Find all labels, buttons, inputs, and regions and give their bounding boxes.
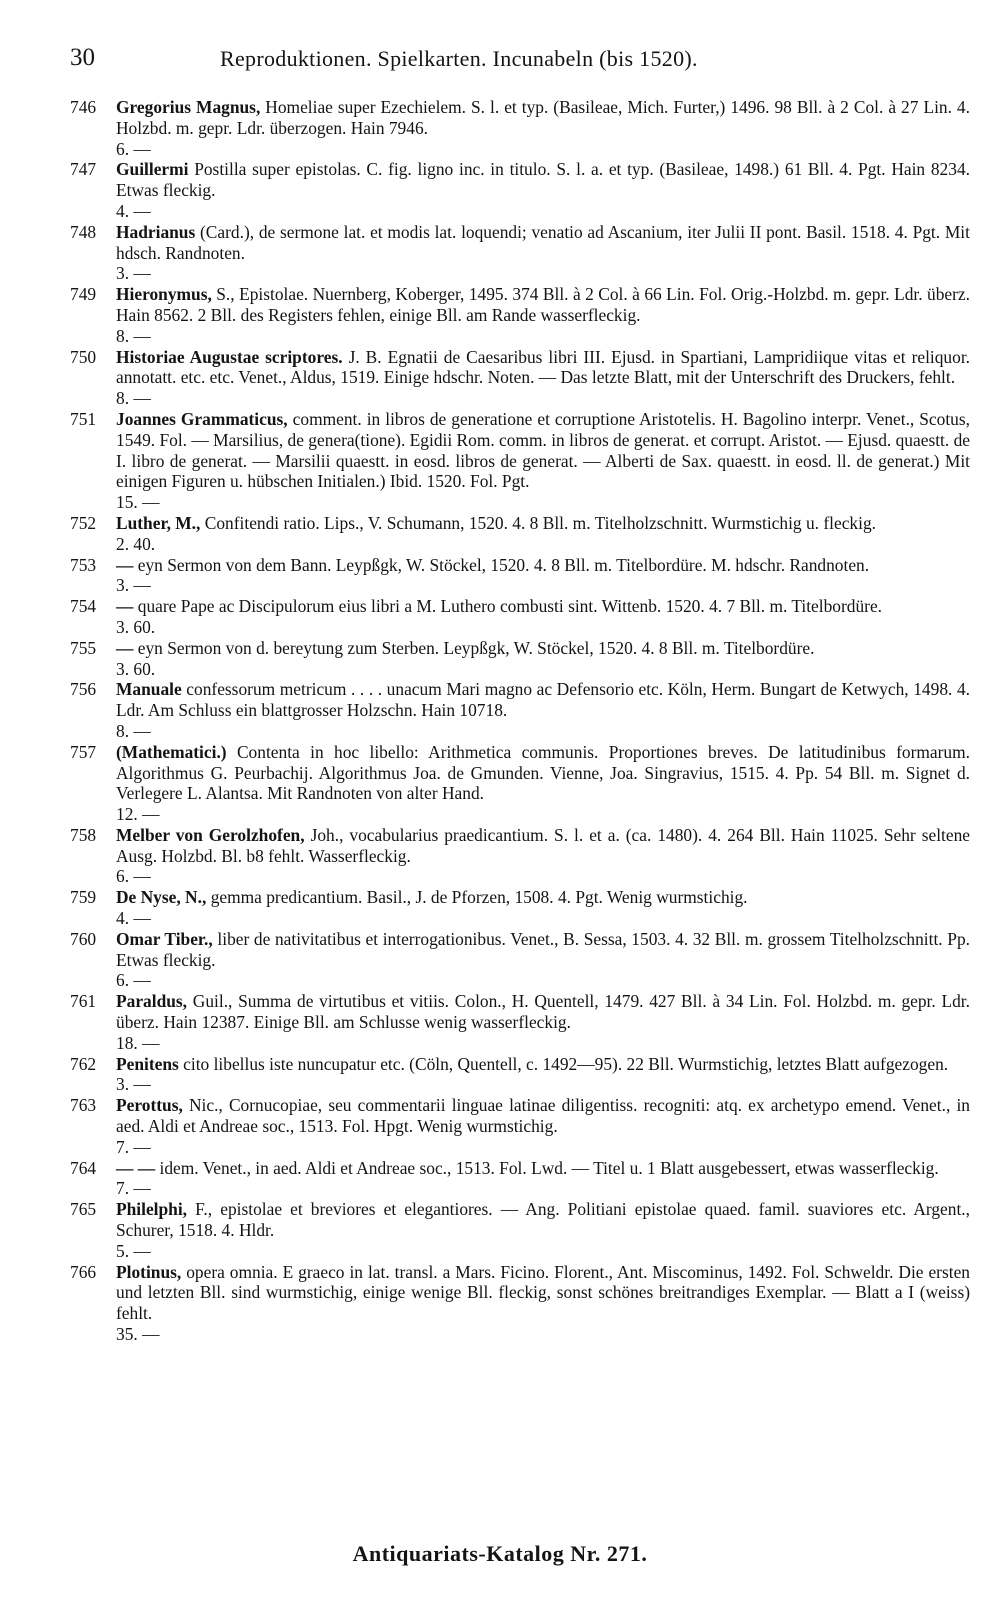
entry-lead: —	[116, 596, 134, 617]
entry-price: 18. —	[116, 1032, 160, 1053]
entry-description: Homeliae super Ezechielem. S. l. et typ. (Basileae, Mich. Furter,) 1496. 98 Bll. à 2 Col. à 27 Lin. 4. Holzbd. m. gepr. Ldr. überzogen. Hain 7946.	[116, 97, 970, 138]
entry-price: 35. —	[116, 1324, 160, 1345]
entry-price: 8. —	[116, 720, 151, 741]
entry-number: 755	[70, 637, 97, 658]
entry-description: Postilla super epistolas. C. fig. ligno inc. in titulo. S. l. a. et typ. (Basileae, 1498.) 61 Bll. 4. Pgt. Hain 8234. Etwas fleckig.	[116, 159, 970, 201]
entry-lead: (Mathematici.)	[116, 741, 227, 762]
entry-number: 757	[70, 741, 97, 762]
entry-price: 4. —	[116, 200, 151, 221]
entry-price: 8. —	[116, 325, 151, 346]
entry-number: 751	[70, 408, 97, 429]
entry-description: F., epistolae et breviores et elegantiores. — Ang. Politiani epistolae quaed. famil. suaviores etc. Argent., Schurer, 1518. 4. Hldr.	[116, 1199, 970, 1241]
entry-lead: —	[116, 554, 134, 575]
entry-price: 3. 60.	[116, 616, 156, 637]
entry-lead: —	[116, 637, 134, 658]
entry-price: 7. —	[116, 1136, 151, 1157]
entry-lead: Historiae Augustae scriptores.	[116, 346, 343, 367]
catalog-entry	[70, 638, 970, 680]
entry-lead: Perottus,	[116, 1095, 183, 1116]
entry-lead: Guillermi	[116, 159, 189, 180]
entry-price: 4. —	[116, 908, 151, 929]
entry-lead: Luther, M.,	[116, 512, 201, 533]
running-title: Reproduktionen. Spielkarten. Incunabeln (bis 1520).	[220, 46, 698, 71]
entry-number: 750	[70, 346, 97, 367]
catalog-entry	[70, 222, 970, 284]
entry-number: 758	[70, 824, 97, 845]
entry-lead: Penitens	[116, 1053, 179, 1074]
entry-price: 3. —	[116, 263, 151, 284]
catalog-entry	[70, 596, 970, 638]
entry-description: quare Pape ac Discipulorum eius libri a M. Luthero combusti sint. Wittenb. 1520. 4. 7 Bll. m. Titelbordüre.	[137, 596, 883, 617]
entry-description: Confitendi ratio. Lips., V. Schumann, 1520. 4. 8 Bll. m. Titelholzschnitt. Wurmstichig u. fleckig.	[204, 512, 876, 533]
entry-lead: Omar Tiber.,	[116, 928, 213, 949]
catalog-entry	[70, 284, 970, 346]
entry-description: Nic., Cornucopiae, seu commentarii linguae latinae diligentiss. recogniti: atq. ex archetypo emend. Venet., in aed. Aldi et Andreae soc., 1513. Fol. Hpgt. Wenig wurmstichig.	[116, 1095, 970, 1137]
entry-price: 6. —	[116, 138, 151, 159]
entry-lead: Paraldus,	[116, 991, 188, 1012]
entry-price: 2. 40.	[116, 533, 156, 554]
entry-description: cito libellus iste nuncupatur etc. (Cöln, Quentell, c. 1492—95). 22 Bll. Wurmstichig, letztes Blatt aufgezogen.	[183, 1053, 949, 1074]
entry-lead: De Nyse, N.,	[116, 887, 207, 908]
entry-description: opera omnia. E graeco in lat. transl. a Mars. Ficino. Florent., Ant. Miscominus, 1492. Fol. Schweldr. Die ersten und letzten Bll. sind wurmstichig, einige wenige Bll. fleckig, sonst schönes breitrandiges Exemplar. — Blatt a I (weiss) fehlt.	[116, 1261, 970, 1324]
entry-number: 765	[70, 1199, 97, 1220]
entry-price: 5. —	[116, 1240, 151, 1261]
entry-description: eyn Sermon von d. bereytung zum Sterben. Leypßgk, W. Stöckel, 1520. 4. 8 Bll. m. Titelbordüre.	[137, 637, 815, 658]
entry-number: 763	[70, 1095, 97, 1116]
catalog-entry	[70, 825, 970, 887]
catalog-entry	[70, 887, 970, 929]
catalog-entry	[70, 409, 970, 513]
entry-lead: Hadrianus	[116, 221, 196, 242]
entry-price: 12. —	[116, 804, 160, 825]
entry-description: idem. Venet., in aed. Aldi et Andreae soc., 1513. Fol. Lwd. — Titel u. 1 Blatt ausgebessert, etwas wasserfleckig.	[159, 1157, 939, 1178]
entry-description: eyn Sermon von dem Bann. Leypßgk, W. Stöckel, 1520. 4. 8 Bll. m. Titelbordüre. M. hdschr. Randnoten.	[137, 554, 870, 575]
catalog-entry	[70, 1262, 970, 1345]
catalog-entry	[70, 1054, 970, 1096]
entry-number: 761	[70, 991, 97, 1012]
entry-number: 747	[70, 159, 97, 180]
catalog-footer: Antiquariats-Katalog Nr. 271.	[352, 1541, 648, 1566]
entry-description: confessorum metricum . . . . unacum Mari magno ac Defensorio etc. Köln, Herm. Bungart de Ketwych, 1498. 4. Ldr. Am Schluss ein blattgrosser Holzschn. Hain 10718.	[116, 679, 970, 721]
entry-number: 762	[70, 1053, 97, 1074]
catalog-entries	[70, 97, 970, 1345]
entry-number: 764	[70, 1157, 97, 1178]
entry-price: 3. 60.	[116, 658, 156, 679]
entry-description: (Card.), de sermone lat. et modis lat. loquendi; venatio ad Ascanium, iter Julii II pont. Basil. 1518. 4. Pgt. Mit hdsch. Randnoten.	[116, 221, 970, 263]
entry-number: 760	[70, 928, 97, 949]
entry-number: 752	[70, 512, 97, 533]
entry-lead: — —	[116, 1157, 156, 1178]
page-number: 30	[70, 44, 95, 71]
entry-price: 6. —	[116, 970, 151, 991]
entry-number: 749	[70, 284, 97, 305]
entry-description: Guil., Summa de virtutibus et vitiis. Colon., H. Quentell, 1479. 427 Bll. à 34 Lin. Fol. Holzbd. m. gepr. Ldr. überz. Hain 12387. Einige Bll. am Schlusse wenig wasserfleckig.	[116, 991, 970, 1033]
entry-description: Joh., vocabularius praedicantium. S. l. et a. (ca. 1480). 4. 264 Bll. Hain 11025. Sehr seltene Ausg. Holzbd. Bl. b8 fehlt. Wasserfleckig.	[116, 824, 970, 866]
entry-number: 759	[70, 887, 97, 908]
catalog-entry	[70, 347, 970, 409]
catalog-entry	[70, 679, 970, 741]
entry-description: Contenta in hoc libello: Arithmetica communis. Proportiones breves. De latitudinibus formarum. Algorithmus G. Peurbachij. Algorithmus Joa. de Gmunden. Vienne, Joa. Singravius, 1515. 4. Pp. 54 Bll. m. Signet d. Verlegere L. Alantsa. Mit Randnoten von alter Hand.	[116, 741, 970, 804]
catalog-entry	[70, 1095, 970, 1157]
entry-number: 746	[70, 97, 97, 117]
entry-number: 756	[70, 679, 97, 700]
entry-lead: Joannes Grammaticus,	[116, 408, 288, 429]
entry-price: 6. —	[116, 866, 151, 887]
entry-number: 753	[70, 554, 97, 575]
catalog-entry	[70, 991, 970, 1053]
catalog-entry	[70, 513, 970, 555]
page-header	[70, 44, 970, 80]
entry-description: J. B. Egnatii de Caesaribus libri III. Ejusd. in Spartiani, Lampridiique vitas et reliquor. annotatt. etc. etc. Venet., Aldus, 1519. Einige hdschr. Noten. — Das letzte Blatt, mit der Unterschrift des Druckers, fehlt.	[116, 346, 971, 388]
entry-lead: Melber von Gerolzhofen,	[116, 824, 305, 845]
entry-description: comment. in libros de generatione et corruptione Aristotelis. H. Bagolino interpr. Venet., Scotus, 1549. Fol. — Marsilius, de genera(tione). Egidii Rom. comm. in libros de generat. et corrupt. Aristot. — Ejusd. quaestt. de I. libro de generat. — Marsilii quaestt. in eosd. libros de generat. — Alberti de Sax. quaestt. in eosd. ll. de generat.) Mit einigen Figuren u. hübschen Initialen.) Ibid. 1520. Fol. Pgt.	[116, 408, 970, 492]
catalog-entry	[70, 1158, 970, 1200]
entry-lead: Plotinus,	[116, 1261, 182, 1282]
entry-description: S., Epistolae. Nuernberg, Koberger, 1495. 374 Bll. à 2 Col. à 66 Lin. Fol. Orig.-Holzbd. m. gepr. Ldr. überz. Hain 8562. 2 Bll. des Registers fehlen, einige Bll. am Rande wasserfleckig.	[116, 284, 970, 325]
entry-lead: Gregorius Magnus,	[116, 97, 261, 117]
catalog-entry	[70, 97, 970, 159]
entry-description: gemma predicantium. Basil., J. de Pforzen, 1508. 4. Pgt. Wenig wurmstichig.	[210, 887, 748, 908]
catalog-entry	[70, 555, 970, 597]
entry-number: 754	[70, 596, 97, 617]
entry-description: liber de nativitatibus et interrogationibus. Venet., B. Sessa, 1503. 4. 32 Bll. m. grossem Titelholzschnitt. Pp. Etwas fleckig.	[116, 928, 970, 970]
entry-price: 3. —	[116, 575, 151, 596]
catalog-entry	[70, 1199, 970, 1261]
catalog-entry	[70, 159, 970, 221]
entry-number: 748	[70, 221, 97, 242]
entry-number: 766	[70, 1261, 97, 1282]
entry-lead: Hieronymus,	[116, 284, 212, 305]
catalog-entry	[70, 742, 970, 825]
entry-price: 3. —	[116, 1074, 151, 1095]
entry-price: 7. —	[116, 1178, 151, 1199]
entry-price: 8. —	[116, 388, 151, 409]
entry-lead: Manuale	[116, 679, 182, 700]
entry-price: 15. —	[116, 492, 160, 513]
entry-lead: Philelphi,	[116, 1199, 188, 1220]
catalog-entry	[70, 929, 970, 991]
